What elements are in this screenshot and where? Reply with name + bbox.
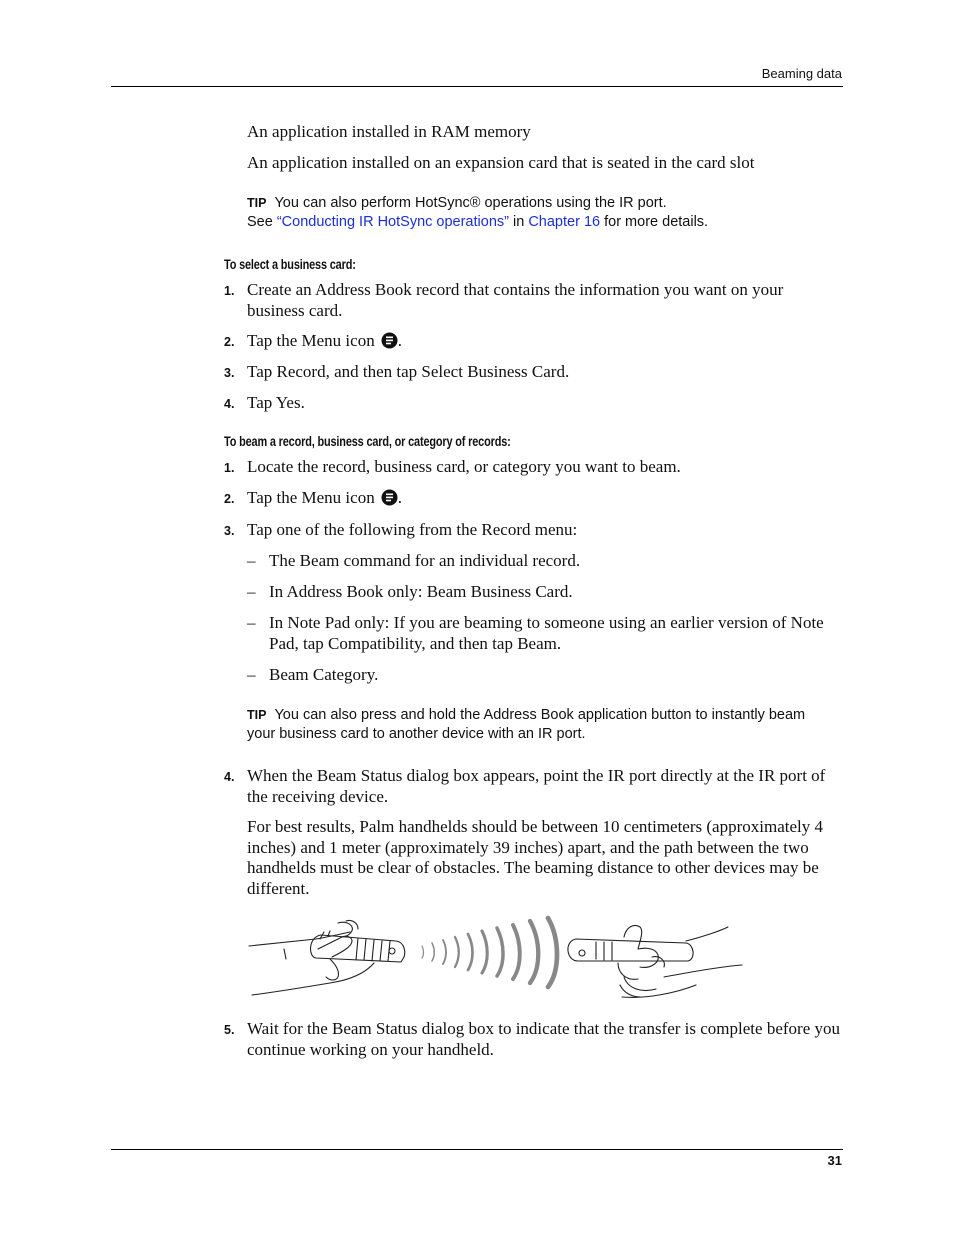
tip-rest: for more details. <box>604 214 709 230</box>
step-period: . <box>397 331 402 350</box>
tip-text: You can also press and hold the Address Book application button to instantly beam your business card to another device with an IR port. <box>247 707 806 742</box>
tip-in: in <box>513 214 525 230</box>
step-number: 3. <box>224 524 235 538</box>
step-period: . <box>397 488 402 507</box>
header-rule <box>111 86 843 87</box>
heading-beam-record: To beam a record, business card, or category of records: <box>224 433 511 449</box>
option-text: In Address Book only: Beam Business Card. <box>269 582 573 601</box>
option-text: In Note Pad only: If you are beaming to someone using an earlier version of Note Pad, tap Compatibility, and then tap Beam. <box>269 613 824 653</box>
step-number: 3. <box>224 366 235 380</box>
step-text: Tap Record, and then tap Select Business Card. <box>247 362 570 381</box>
menu-icon <box>381 332 398 355</box>
menu-icon <box>381 489 398 512</box>
link-ir-hotsync[interactable]: “Conducting IR HotSync operations” <box>276 214 509 230</box>
tip-see: See <box>247 214 273 230</box>
step-text: When the Beam Status dialog box appears, point the IR port directly at the IR port of the receiving device. <box>247 766 826 806</box>
tip-address-book <box>247 706 807 744</box>
step-menu-icon <box>247 488 843 512</box>
beaming-handhelds-illustration <box>246 915 746 1005</box>
intro-line-card: An application installed on an expansion card that is seated in the card slot <box>247 153 755 172</box>
tip-hotsync <box>247 194 843 232</box>
step-text: Wait for the Beam Status dialog box to indicate that the transfer is complete before you continue working on your handheld. <box>247 1019 840 1059</box>
step-text: Tap one of the following from the Record menu: <box>247 520 578 539</box>
footer-rule <box>111 1149 843 1150</box>
intro-line-ram: An application installed in RAM memory <box>247 122 531 141</box>
option-text: Beam Category. <box>269 665 379 684</box>
step-number: 2. <box>224 335 235 349</box>
running-header: Beaming data <box>761 66 842 81</box>
tip-text: You can also perform HotSync® operations using the IR port. <box>274 195 667 211</box>
dash-bullet: – <box>247 582 256 601</box>
step-number: 2. <box>224 492 235 506</box>
step-text: Tap Yes. <box>247 393 305 412</box>
dash-bullet: – <box>247 613 256 632</box>
tip-label: TIP <box>247 708 267 722</box>
heading-select-business-card: To select a business card: <box>224 256 356 272</box>
step-number: 5. <box>224 1023 235 1037</box>
step-text: Tap the Menu icon <box>247 488 375 507</box>
step-text: Tap the Menu icon <box>247 331 375 350</box>
step-number: 4. <box>224 770 235 784</box>
page-number: 31 <box>827 1153 842 1168</box>
dash-bullet: – <box>247 665 256 684</box>
dash-bullet: – <box>247 551 256 570</box>
link-chapter-16[interactable]: Chapter 16 <box>528 214 601 230</box>
step-menu-icon <box>247 331 843 355</box>
tip-label: TIP <box>247 196 267 210</box>
step-text: Create an Address Book record that contains the information you want on your business card. <box>247 280 784 320</box>
step-number: 1. <box>224 284 235 298</box>
step-number: 4. <box>224 397 235 411</box>
step-number: 1. <box>224 461 235 475</box>
step-note: For best results, Palm handhelds should be between 10 centimeters (approximately 4 inches) and 1 meter (approximately 39 inches) apart, and the path between the two handhelds must be clear of obstacles. The beaming distance to other devices may be different. <box>247 817 823 898</box>
option-text: The Beam command for an individual record. <box>269 551 581 570</box>
step-text: Locate the record, business card, or category you want to beam. <box>247 457 681 476</box>
